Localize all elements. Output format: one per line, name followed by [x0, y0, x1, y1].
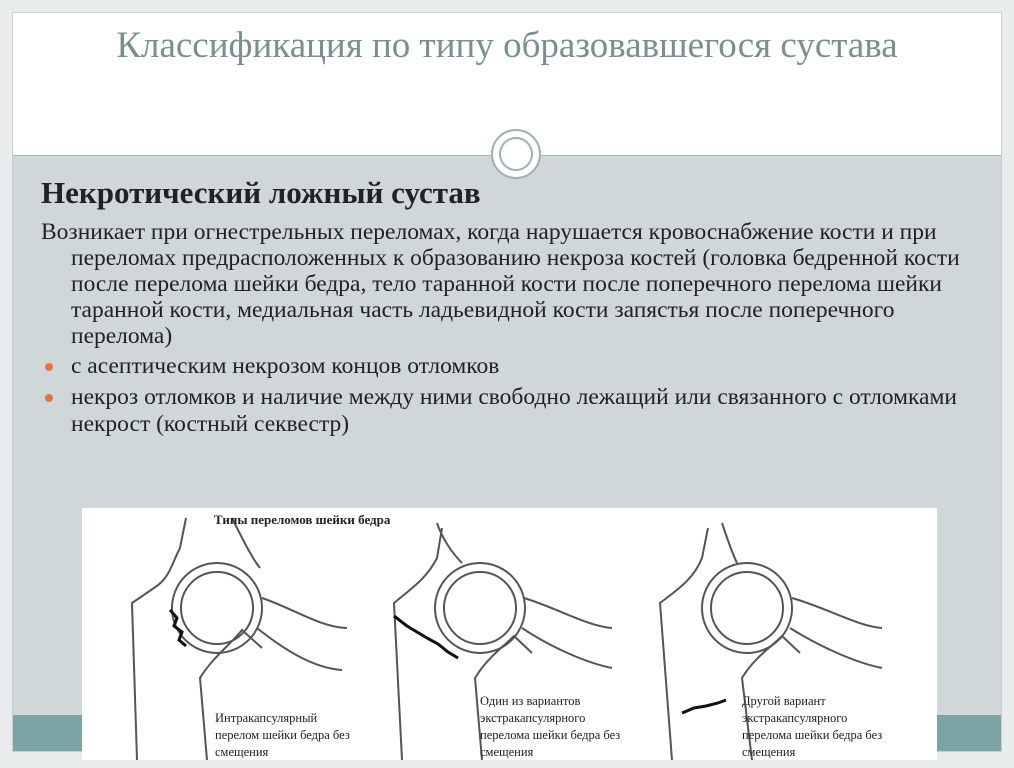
slide-subtitle: Некротический ложный сустав: [41, 175, 481, 210]
bullet-text: с асептическим некрозом концов отломков: [71, 353, 500, 379]
bullet-dot-icon: [45, 363, 53, 371]
circle-ornament-icon: [491, 129, 541, 179]
bullet-item: [41, 384, 991, 438]
slide-content: [41, 173, 991, 438]
bullet-item: [41, 353, 991, 380]
slide-title: Классификация по типу образовавшегося сустава: [116, 25, 898, 66]
fracture-line-2: [394, 616, 458, 658]
bullet-dot-icon: [45, 394, 53, 402]
fracture-figure: [82, 508, 937, 760]
figure-title: Типы переломов шейки бедра: [214, 512, 391, 527]
caption-extracapsular-1: Один из вариантов экстракапсулярного перелома шейки бедра без смещения: [480, 694, 621, 759]
bullet-list: [41, 353, 991, 438]
bullet-text: некроз отломков и наличие между ними свободно лежащий или связанного с отломками некрост (костный секвестр): [71, 384, 957, 437]
body-paragraph: Возникает при огнестрельных переломах, когда нарушается кровоснабжение кости и при переломах предрасположенных к образованию некроза костей (головка бедренной кости после перелома шейки бедра, тело таранной кости после поперечного перелома шейки таранной кости, медиальная часть ладьевидной кости запястья после поперечного перелома): [41, 219, 960, 349]
fracture-line-3: [682, 700, 726, 713]
caption-extracapsular-2: Другой вариант экстракапсулярного перелома шейки бедра без смещения: [742, 694, 883, 759]
caption-intracapsular: Интракапсулярный перелом шейки бедра без смещения: [215, 711, 350, 759]
